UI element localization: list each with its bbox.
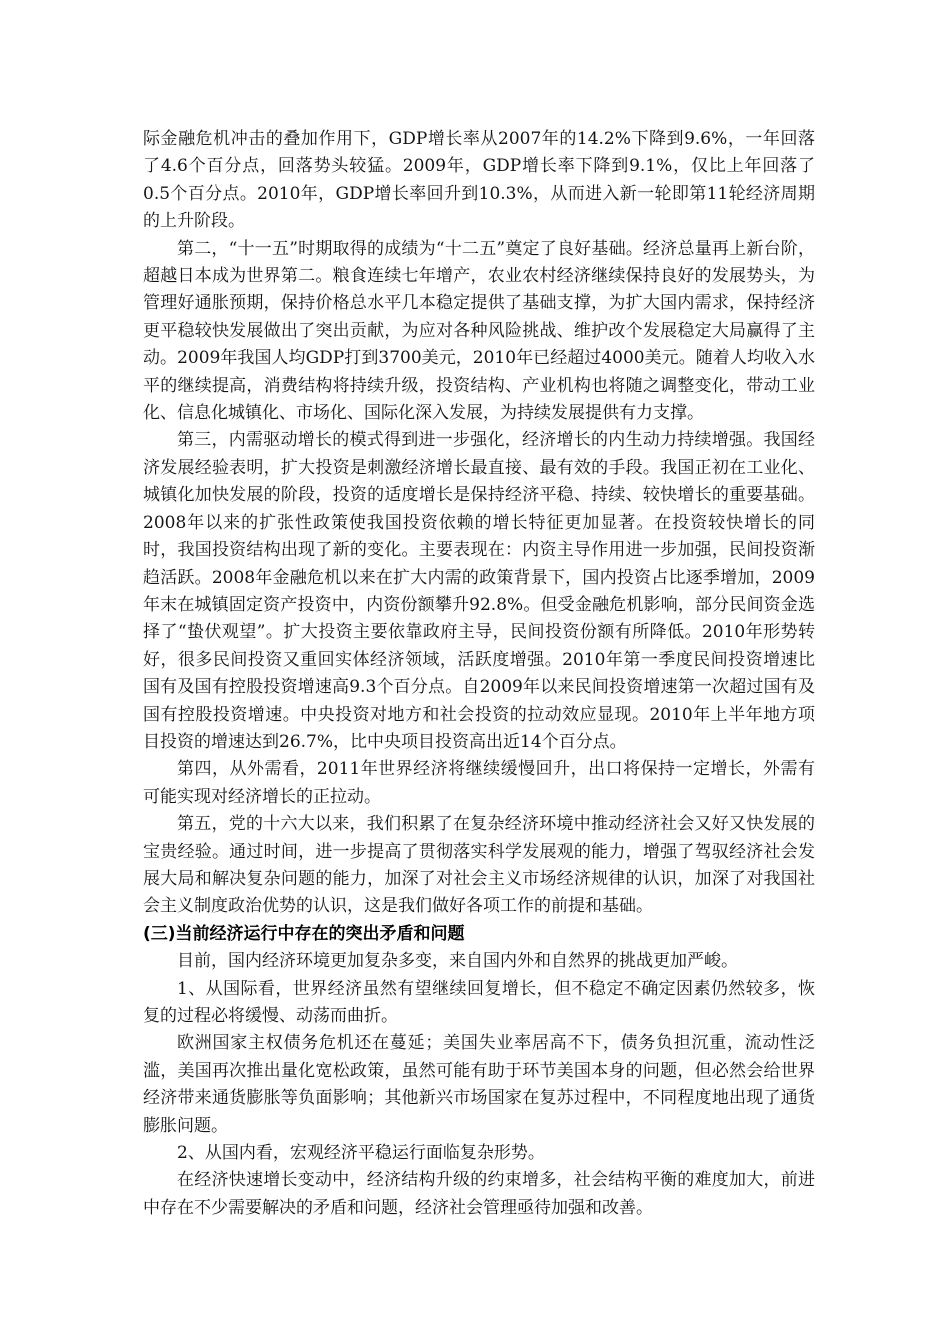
paragraph-domestic-detail: 在经济快速增长变动中，经济结构升级的约束增多，社会结构平衡的难度加大，前进中存在不少需要解决的矛盾和问题，经济社会管理亟待加强和改善。 bbox=[143, 1170, 815, 1218]
paragraph-international-detail: 欧洲国家主权债务危机还在蔓延；美国失业率居高不下，债务负担沉重，流动性泛滥，美国再次推出量化宽松政策，虽然可能有助于环节美国本身的问题，但必然会给世界经济带来通货膨胀等负面影响；其他新兴市场国家在复苏过程中，不同程度地出现了通货膨胀问题。 bbox=[143, 1033, 815, 1136]
paragraph-current-environment: 目前，国内经济环境更加复杂多变，来自国内外和自然界的挑战更加严峻。 bbox=[177, 951, 738, 972]
section-heading: (三)当前经济运行中存在的突出矛盾和问题 bbox=[143, 923, 465, 944]
paragraph-fourth-point: 第四，从外需看，2011年世界经济将继续缓慢回升，出口将保持一定增长，外需有可能实现对经济增长的正拉动。 bbox=[143, 759, 815, 807]
paragraph-third-point: 第三，内需驱动增长的模式得到进一步强化，经济增长的内生动力持续增强。我国经济发展经验表明，扩大投资是刺激经济增长最直接、最有效的手段。我国正初在工业化、城镇化加快发展的阶段，投资的适度增长是保持经济平稳、持续、较快增长的重要基础。2008年以来的扩张性政策使我国投资依赖的增长特征更加显著。在投资较快增长的同时，我国投资结构出现了新的变化。主要表现在：内资主导作用进一步加强，民间投资渐趋活跃。2008年金融危机以来在扩大内需的政策背景下，国内投资占比逐季增加，2009年末在城镇固定资产投资中，内资份额攀升92.8%。但受金融危机影响，部分民间资金选择了“蛰伏观望”。扩大投资主要依靠政府主导，民间投资份额有所降低。2010年形势转好，很多民间投资又重回实体经济领域，活跃度增强。2010年第一季度民间投资增速比国有及国有控股投资增速高9.3个百分点。自2009年以来民间投资增速第一次超过国有及国有控股投资增速。中央投资对地方和社会投资的拉动效应显现。2010年上半年地方项目投资的增速达到26.7%，比中央项目投资高出近14个百分点。 bbox=[143, 430, 815, 752]
paragraph-gdp-cycle: 际金融危机冲击的叠加作用下，GDP增长率从2007年的14.2%下降到9.6%，一年回落了4.6个百分点，回落势头较猛。2009年，GDP增长率下降到9.1%，仅比上年回落了0.5个百分点。2010年，GDP增长率回升到10.3%，从而进入新一轮即第11轮经济周期的上升阶段。 bbox=[143, 129, 815, 232]
paragraph-fifth-point: 第五，党的十六大以来，我们积累了在复杂经济环境中推动经济社会又好又快发展的宝贵经验。通过时间，进一步提高了贯彻落实科学发展观的能力，增强了驾驭经济社会发展大局和解决复杂问题的能力，加深了对社会主义市场经济规律的认识，加深了对我国社会主义制度政治优势的认识，这是我们做好各项工作的前提和基础。 bbox=[143, 814, 815, 917]
paragraph-international: 1、从国际看，世界经济虽然有望继续回复增长，但不稳定不确定因素仍然较多，恢复的过程必将缓慢、动荡而曲折。 bbox=[143, 978, 815, 1026]
paragraph-second-point: 第二，“十一五”时期取得的成绩为“十二五”奠定了良好基础。经济总量再上新台阶，超越日本成为世界第二。粮食连续七年增产，农业农村经济继续保持良好的发展势头，为管理好通胀预期，保持价格总水平几本稳定提供了基础支撑，为扩大国内需求，保持经济更平稳较快发展做出了突出贡献，为应对各种风险挑战、维护改个发展稳定大局赢得了主动。2009年我国人均GDP打到3700美元，2010年已经超过4000美元。随着人均收入水平的继续提高，消费结构将持续升级，投资结构、产业机构也将随之调整变化，带动工业化、信息化城镇化、市场化、国际化深入发展，为持续发展提供有力支撑。 bbox=[143, 238, 815, 424]
paragraph-domestic: 2、从国内看，宏观经济平稳运行面临复杂形势。 bbox=[177, 1143, 545, 1164]
document-body bbox=[143, 126, 815, 1222]
